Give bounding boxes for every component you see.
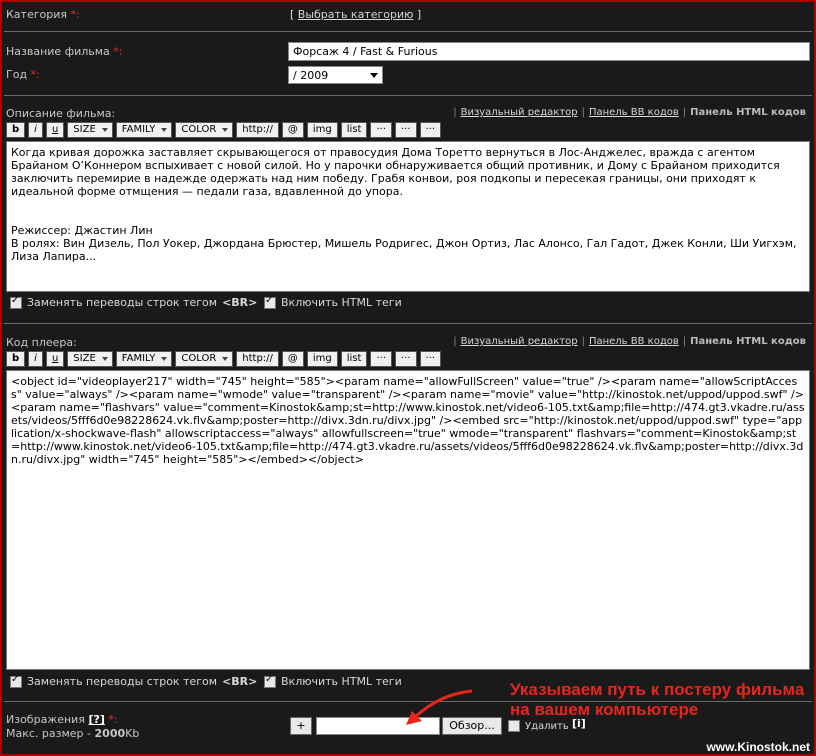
list-button[interactable]: list [341,351,368,367]
tab-html-codes[interactable]: Панель HTML кодов [690,107,806,118]
category-label: Категория *: [6,8,80,21]
checkbox-label: Включить HTML теги [281,296,402,309]
checkbox-label: Включить HTML теги [281,675,402,688]
description-textarea[interactable] [6,141,810,292]
chevron-down-icon [102,128,108,132]
film-name-input[interactable]: Форсаж 4 / Fast & Furious [288,42,810,61]
more-button[interactable]: ··· [370,351,392,367]
checkbox-icon [10,676,22,688]
more-button[interactable]: ··· [395,122,417,138]
annotation-text: Указываем путь к постеру фильма на вашем компьютере [510,680,805,719]
replace-linebreaks-checkbox[interactable] [10,296,257,309]
chevron-down-icon [161,357,167,361]
more-button[interactable]: ··· [420,351,442,367]
delete-image-checkbox[interactable] [508,720,569,732]
family-dropdown[interactable]: FAMILY [116,122,173,138]
tab-html-codes[interactable]: Панель HTML кодов [690,336,806,347]
year-select[interactable] [288,66,383,84]
checkbox-icon [264,676,276,688]
br-tag-label: <BR> [222,675,258,688]
image-button[interactable]: img [307,351,338,367]
color-dropdown[interactable]: COLOR [175,351,233,367]
description-text: Когда кривая дорожка заставляет скрывающегося от правосудия Дома Торетто вернуться в Лос-Анджелес, вражда с агентом Брайаном О’Коннером вспыхивает с новой силой. Но у парочки обнаруживается общий противник, и Дому с Брайаном приходится заключить перемирие в надежде одержать над ним победу. Грабя конвои, роя подкопы и пересекая границы, они приходят к идеальной форме отмщения — педали газа, вдавленной до упора. [11,146,780,198]
size-dropdown[interactable]: SIZE [67,351,112,367]
description-toolbar [6,122,441,138]
chevron-down-icon [102,357,108,361]
tab-visual-editor[interactable]: Визуальный редактор [460,107,578,118]
bold-button[interactable]: b [6,351,25,367]
year-label: Год *: [6,68,40,81]
image-button[interactable]: img [307,122,338,138]
tab-visual-editor[interactable]: Визуальный редактор [460,336,578,347]
enable-html-checkbox[interactable] [264,296,402,309]
divider [4,323,812,324]
annotation-arrow-icon [400,685,510,730]
info-link[interactable]: [i] [572,717,586,730]
tab-bb-codes[interactable]: Панель BB кодов [588,107,679,118]
tab-bb-codes[interactable]: Панель BB кодов [588,336,679,347]
cast-text: В ролях: Вин Дизель, Пол Уокер, Джордана Брюстер, Мишель Родригес, Джон Ортиз, Лас Алонсо, Гал Гадот, Джек Конли, Ши Уигхэм, Лиза Лапира... [11,237,797,263]
description-editor-tabs: | Визуальный редактор | Панель BB кодов | Панель HTML кодов [453,107,806,118]
year-select-value: / 2009 [293,69,329,82]
player-editor-tabs: | Визуальный редактор | Панель BB кодов | Панель HTML кодов [453,336,806,347]
chevron-down-icon [222,357,228,361]
divider [4,95,812,96]
underline-button[interactable]: u [46,351,64,367]
bold-button[interactable]: b [6,122,25,138]
max-size-label: Макс. размер - 2000Kb [6,727,140,740]
add-image-button[interactable]: + [290,717,312,735]
film-name-label: Название фильма *: [6,45,123,58]
images-help-link[interactable]: [?] [88,713,105,726]
underline-button[interactable]: u [46,122,64,138]
player-code-textarea[interactable]: <object id="videoplayer217" width="745" height="585"><param name="allowFullScreen" value="true" /><param name="allowScriptAccess" value="always" /><param name="wmode" value="transparent" /><param name="movie" value="http://kinostok.net/uppod/uppod.swf" /><param name="flashvars" value="comment=Kinostok&amp;st=http://www.kinostok.net/video6-105.txt&amp;file=http://474.gt3.vkadre.ru/assets/videos/5fff6d0e98228624.vk.flv&amp;poster=http://divx.3dn.ru/divx.jpg" /><embed src="http://kinostok.net/uppod/uppod.swf" type="application/x-shockwave-flash" allowscriptaccess="always" allowfullscreen="true" wmode="transparent" flashvars="comment=Kinostok&amp;st=http://www.kinostok.net/video6-105.txt&amp;file=http://474.gt3.vkadre.ru/assets/videos/5fff6d0e98228624.vk.flv&amp;poster=http://divx.3dn.ru/divx.jpg" width="745" height="585"></embed></object> [6,370,810,670]
checkbox-icon [264,297,276,309]
director-text: Режиссер: Джастин Лин [11,224,153,237]
more-button[interactable]: ··· [420,122,442,138]
more-button[interactable]: ··· [395,351,417,367]
chevron-down-icon [222,128,228,132]
watermark: www.Kinostok.net [706,740,810,754]
color-dropdown[interactable]: COLOR [175,122,233,138]
italic-button[interactable]: i [28,122,43,138]
italic-button[interactable]: i [28,351,43,367]
chevron-down-icon [161,128,167,132]
choose-category-link[interactable]: Выбрать категорию [297,8,414,21]
email-button[interactable]: @ [282,351,304,367]
description-label: Описание фильма: [6,107,116,120]
checkbox-label: Заменять переводы строк тегом [27,675,218,688]
br-tag-label: <BR> [222,296,258,309]
link-button[interactable]: http:// [236,351,279,367]
player-toolbar [6,351,441,367]
replace-linebreaks-checkbox[interactable] [10,675,257,688]
checkbox-icon [10,297,22,309]
checkbox-label: Заменять переводы строк тегом [27,296,218,309]
images-label: Изображения [?] *: [6,713,118,726]
player-code-label: Код плеера: [6,336,77,349]
size-dropdown[interactable]: SIZE [67,122,112,138]
family-dropdown[interactable]: FAMILY [116,351,173,367]
divider [4,31,812,32]
more-button[interactable]: ··· [370,122,392,138]
browse-button[interactable]: Обзор... [442,717,502,735]
list-button[interactable]: list [341,122,368,138]
enable-html-checkbox[interactable] [264,675,402,688]
chevron-down-icon [370,73,378,78]
link-button[interactable]: http:// [236,122,279,138]
category-picker: [ Выбрать категорию ] [290,8,422,21]
checkbox-label: Удалить [525,720,569,732]
email-button[interactable]: @ [282,122,304,138]
